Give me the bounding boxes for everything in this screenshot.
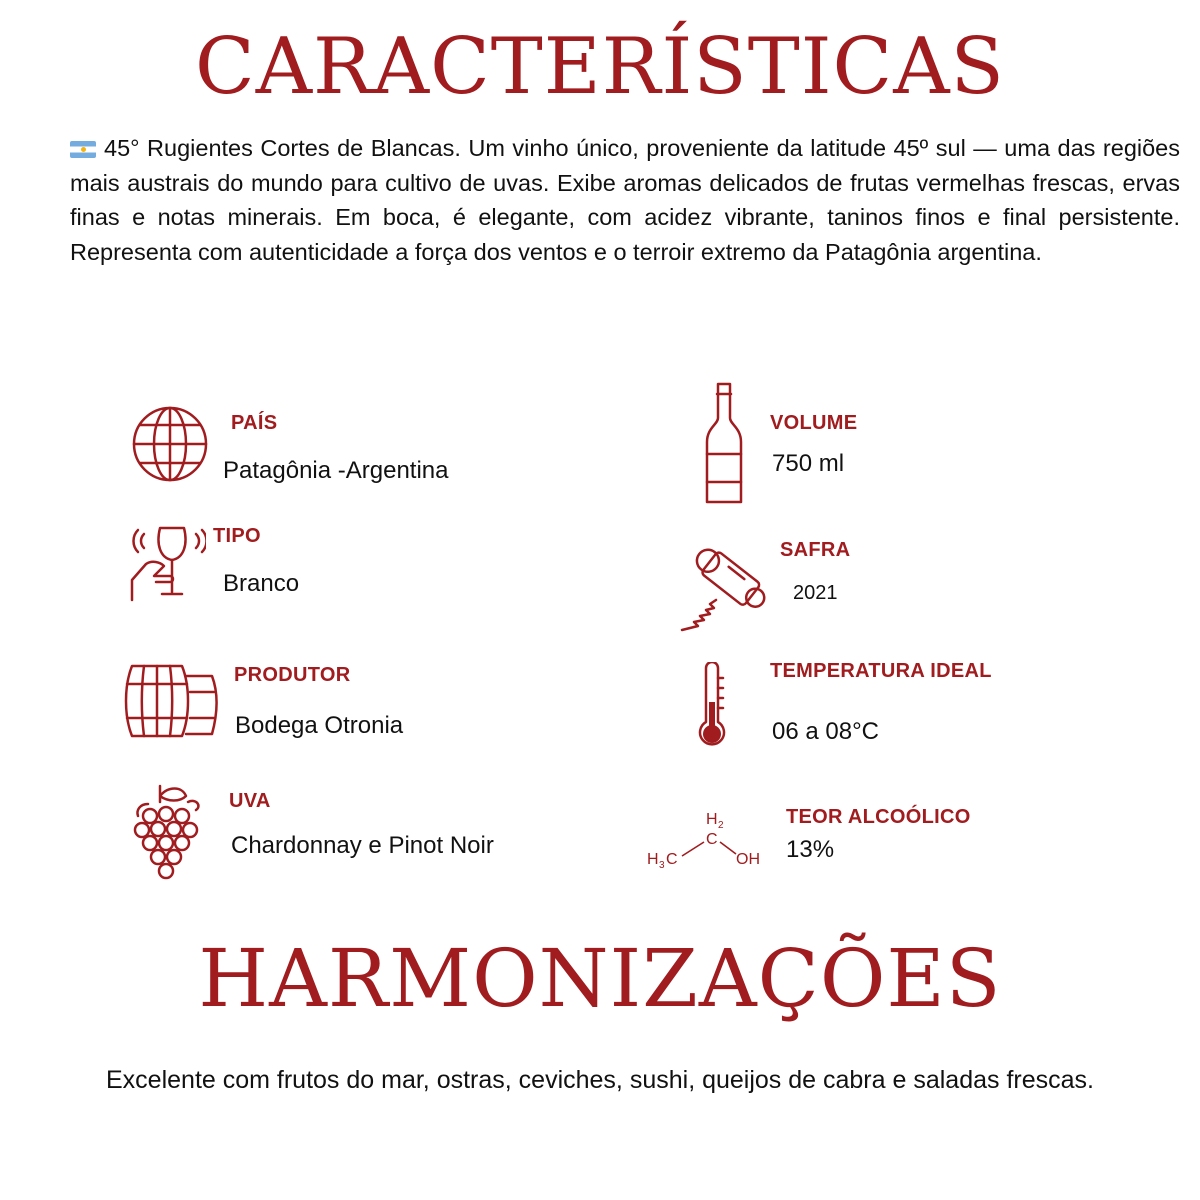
wine-glass-hand-icon — [130, 522, 206, 604]
vintage-label: SAFRA — [780, 539, 851, 561]
bottle-icon — [704, 382, 744, 506]
temperature-value: 06 a 08°C — [772, 718, 880, 745]
wine-description — [70, 131, 1180, 269]
corkscrew-icon — [676, 538, 772, 634]
svg-text:H: H — [647, 851, 659, 868]
grapes-icon — [128, 782, 204, 880]
pairings-title: HARMONIZAÇÕES — [198, 932, 1002, 1025]
type-label: TIPO — [213, 525, 261, 547]
country-value: Patagônia -Argentina — [223, 457, 449, 484]
svg-text:C: C — [666, 851, 678, 868]
wine-description-text: 45° Rugientes Cortes de Blancas. Um vinho único, proveniente da latitude 45º sul — uma das regiões mais austrais do mundo para cultivo de uvas. Exibe aromas delicados de frutas vermelhas frescas, ervas finas e notas minerais. Em boca, é elegante, com acidez vibrante, taninos finos e final persistente. Representa com autenticidade a força dos ventos e o terroir extremo da Patagônia argentina. — [70, 135, 1180, 265]
globe-icon — [131, 405, 209, 483]
producer-value: Bodega Otronia — [235, 712, 404, 739]
pairings-text: Excelente com frutos do mar, ostras, ceviches, sushi, queijos de cabra e saladas frescas. — [106, 1066, 1094, 1094]
alcohol-value: 13% — [786, 836, 835, 863]
grape-label: UVA — [229, 790, 271, 812]
alcohol-label: TEOR ALCOÓLICO — [786, 806, 971, 828]
svg-text:OH: OH — [736, 851, 760, 868]
argentina-flag-icon — [70, 141, 96, 158]
type-value: Branco — [223, 570, 300, 597]
volume-label: VOLUME — [770, 412, 858, 434]
barrels-icon — [124, 662, 222, 740]
svg-text:3: 3 — [659, 860, 665, 871]
vintage-value: 2021 — [793, 582, 838, 604]
svg-text:H: H — [706, 811, 718, 828]
thermometer-icon — [696, 662, 732, 750]
producer-label: PRODUTOR — [234, 664, 351, 686]
grape-value: Chardonnay e Pinot Noir — [231, 832, 494, 859]
svg-text:C: C — [706, 831, 718, 848]
country-label: PAÍS — [231, 412, 278, 434]
characteristics-title: CARACTERÍSTICAS — [195, 22, 1005, 112]
ethanol-formula-icon — [644, 804, 772, 876]
svg-text:2: 2 — [718, 820, 724, 831]
volume-value: 750 ml — [772, 450, 845, 477]
temperature-label: TEMPERATURA IDEAL — [770, 660, 992, 682]
